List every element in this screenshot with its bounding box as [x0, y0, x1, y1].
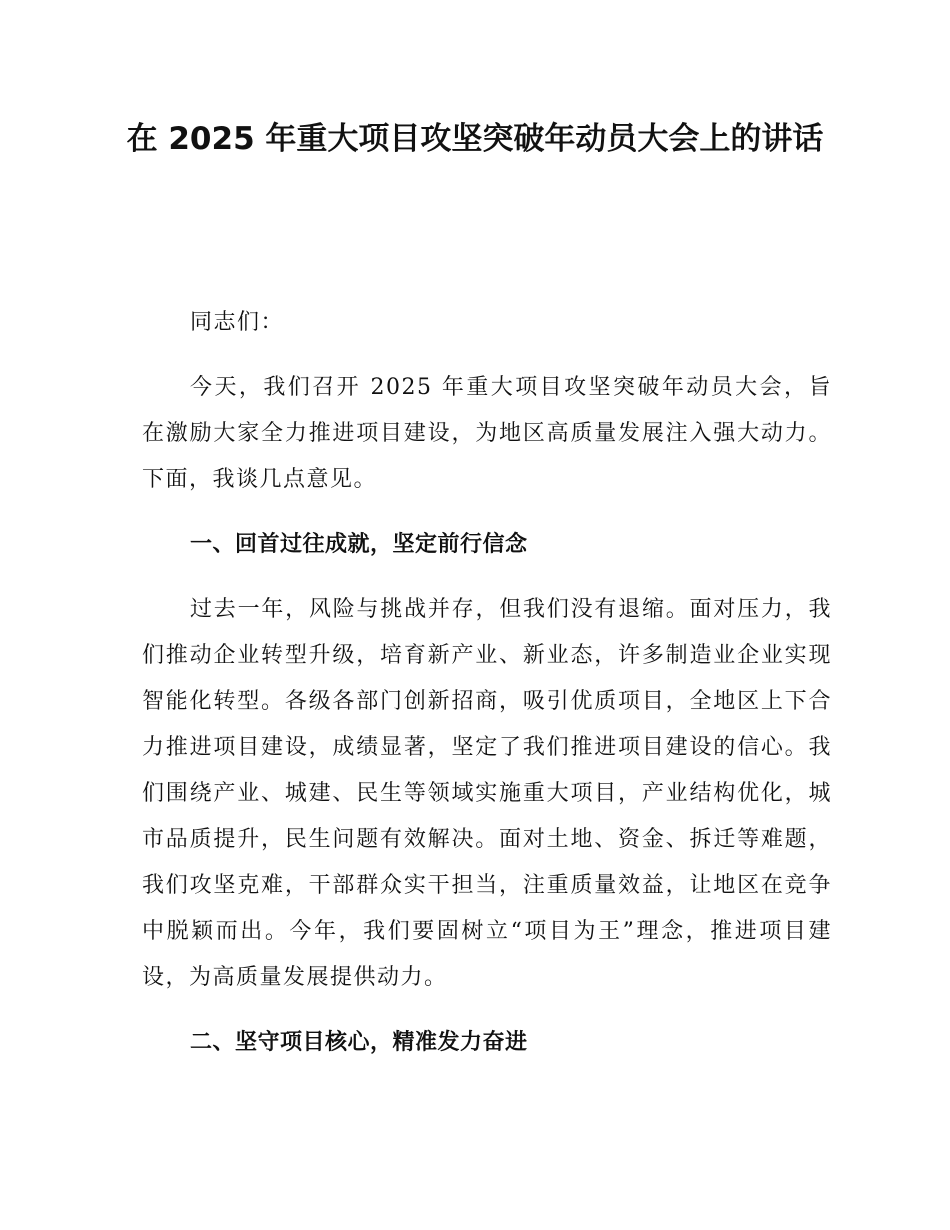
salutation: 同志们：	[190, 310, 285, 335]
section-1-paragraph: 过去一年，风险与挑战并存，但我们没有退缩。面对压力，我们推动企业转型升级，培育新产业、新业态，许多制造业企业实现智能化转型。各级各部门创新招商，吸引优质项目，全地区上下合力推进项目建设，成绩显著，坚定了我们推进项目建设的信心。我们围绕产业、城建、民生等领域实施重大项目，产业结构优化，城市品质提升，民生问题有效解决。面对土地、资金、拆迁等难题，我们攻坚克难，干部群众实干担当，注重质量效益，让地区在竞争中脱颖而出。今年，我们要固树立“项目为王”理念，推进项目建设，为高质量发展提供动力。	[142, 597, 832, 990]
intro-paragraph: 今天，我们召开 2025 年重大项目攻坚突破年动员大会，旨在激励大家全力推进项目建设，为地区高质量发展注入强大动力。下面，我谈几点意见。	[142, 375, 832, 492]
document-body	[142, 300, 832, 1085]
section-2-heading: 二、坚守项目核心，精准发力奋进	[190, 1030, 528, 1055]
document-title: 在 2025 年重大项目攻坚突破年动员大会上的讲话	[126, 121, 824, 157]
section-1-heading: 一、回首过往成就，坚定前行信念	[190, 532, 528, 557]
